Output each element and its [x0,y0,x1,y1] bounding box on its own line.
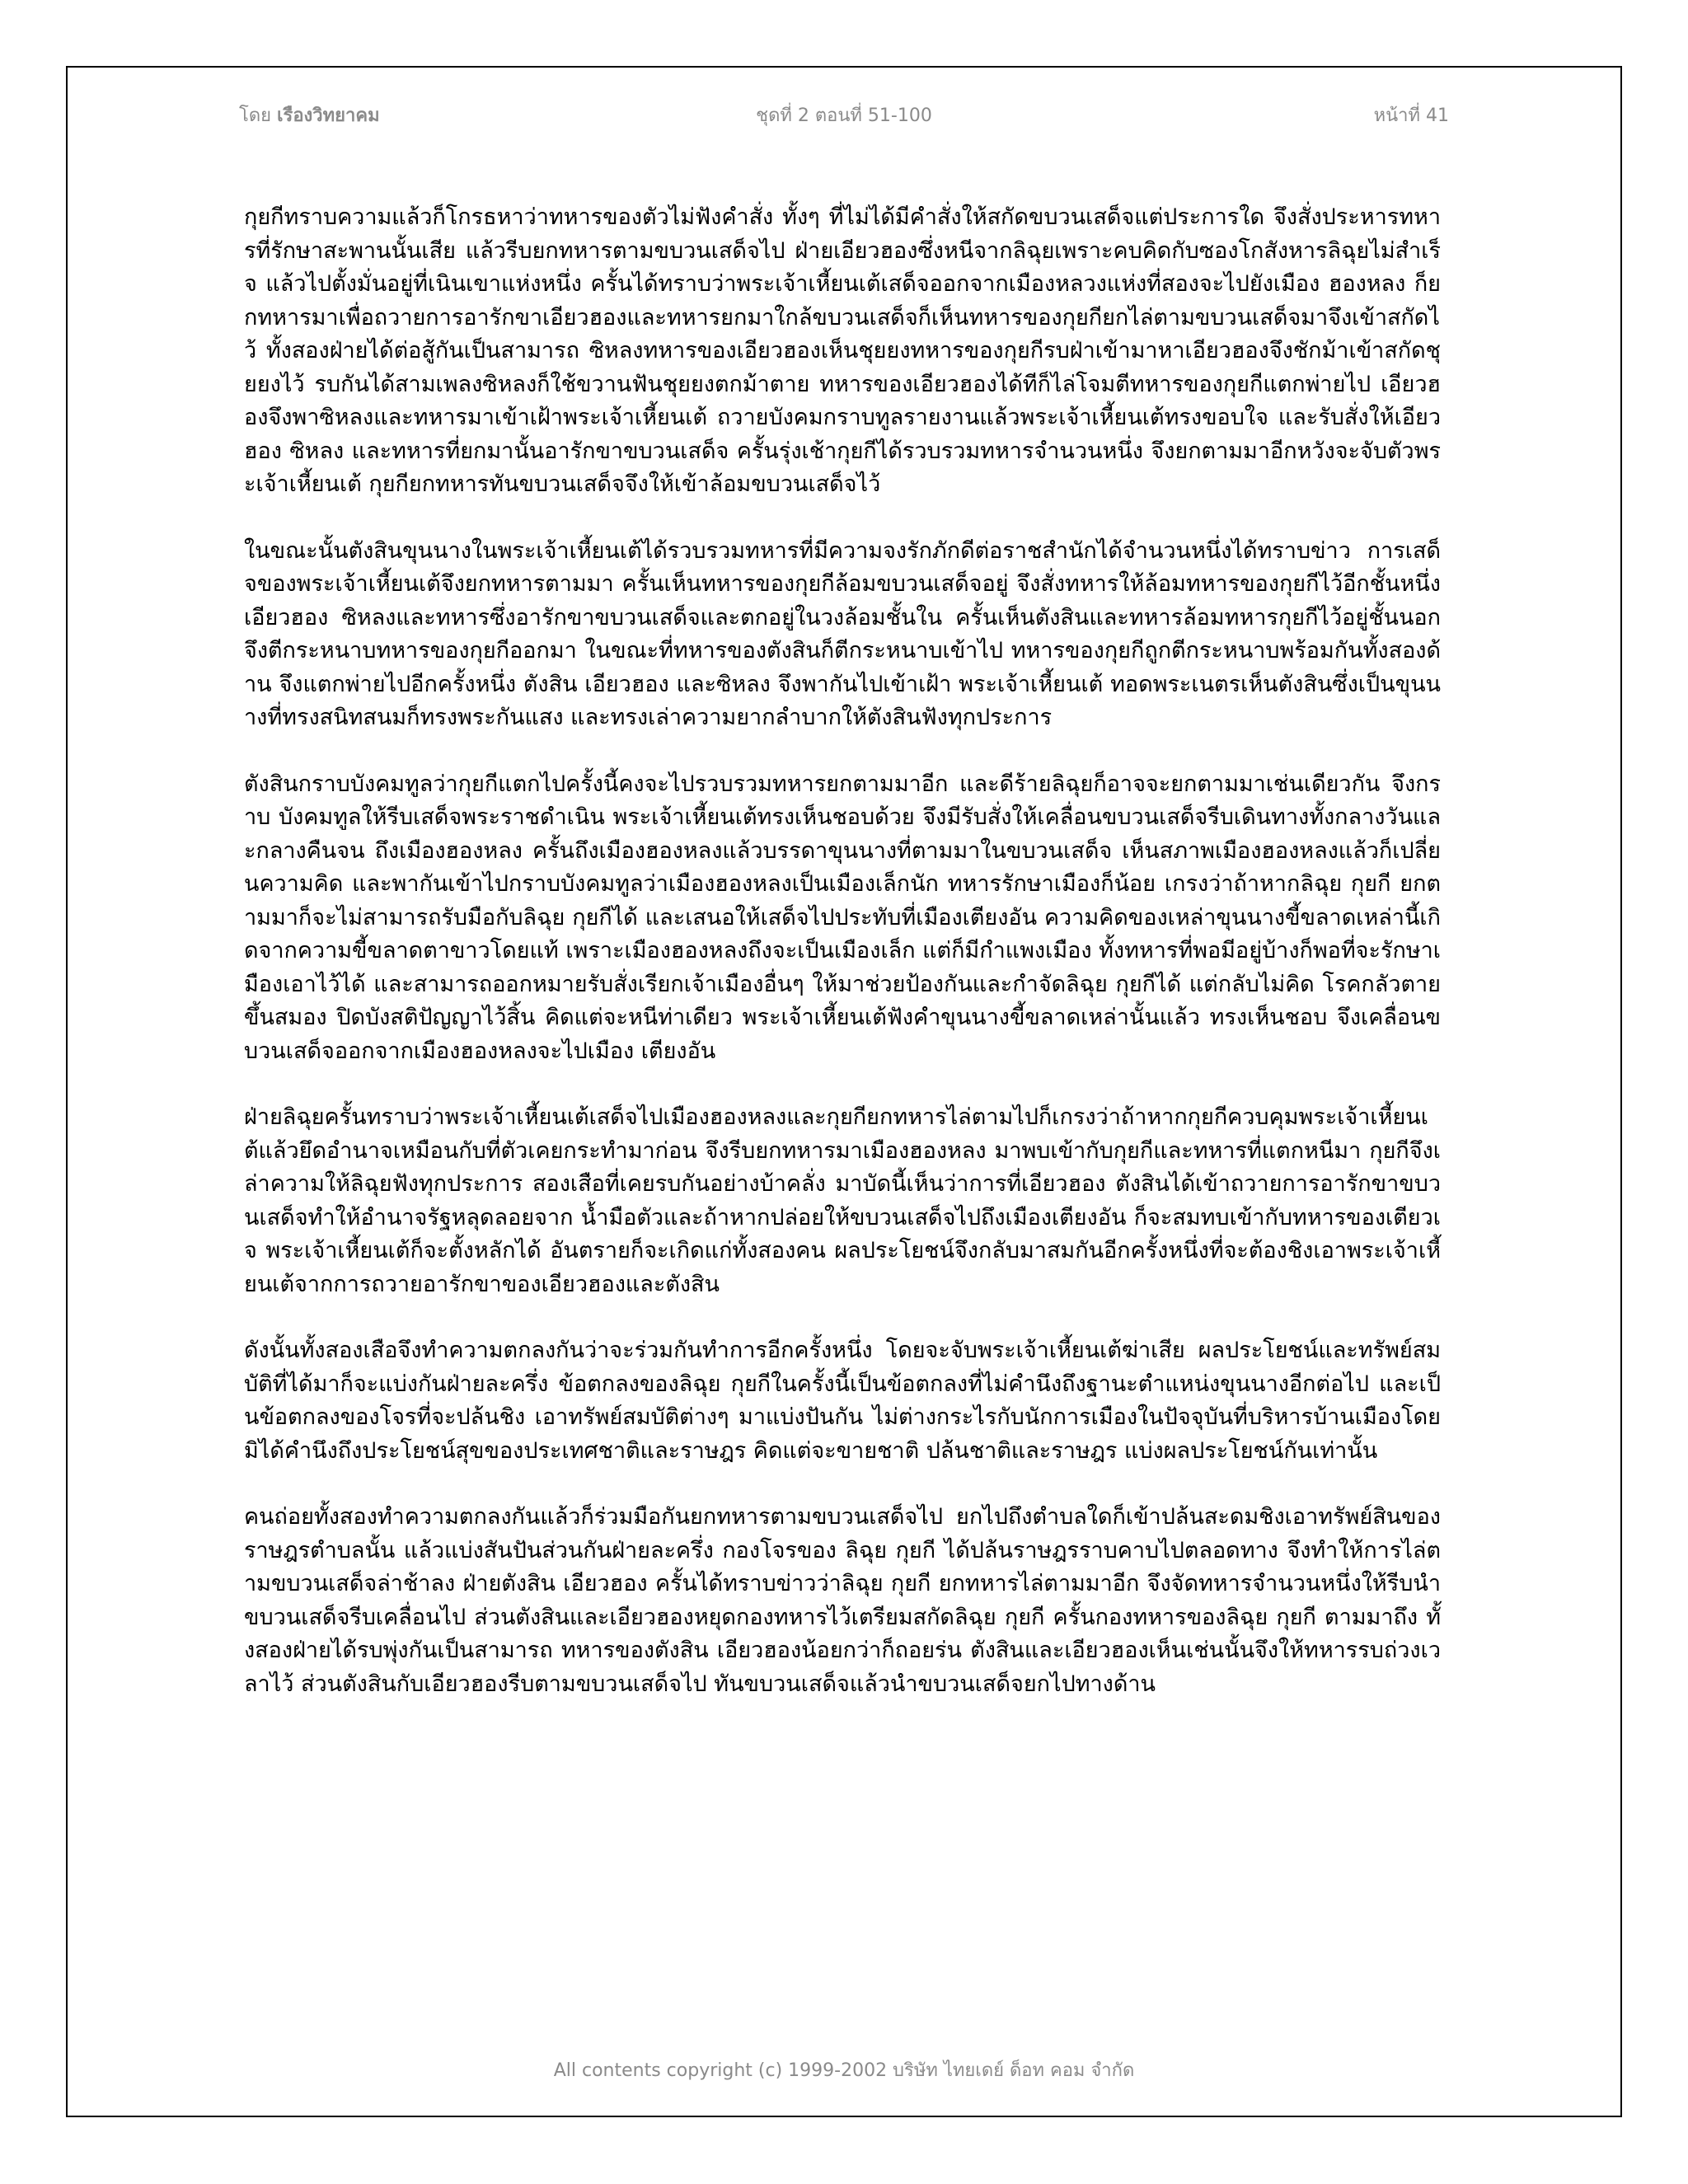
author-name: เรืองวิทยาคม [277,105,380,126]
page-header [239,101,1449,129]
paragraph: ตังสินกราบบังคมทูลว่ากุยกีแตกไปครั้งนี้คงจะไปรวบรวมทหารยกตามมาอีก และดีร้ายลิฉุยก็อาจจะยกตามมาเช่นเดียวกัน จึงกราบ บังคมทูลให้รีบเสด็จพระราชดำเนิน พระเจ้าเหี้ยนเต้ทรงเห็นชอบด้วย จึงมีรับสั่งให้เคลื่อนขบวนเสด็จรีบเดินทางทั้งกลางวันและกลางคืนจน ถึงเมืองฮองหลง ครั้นถึงเมืองฮองหลงแล้วบรรดาขุนนางที่ตามมาในขบวนเสด็จ เห็นสภาพเมืองฮองหลงแล้วก็เปลี่ยนความคิด และพากันเข้าไปกราบบังคมทูลว่าเมืองฮองหลงเป็นเมืองเล็กนัก ทหารรักษาเมืองก็น้อย เกรงว่าถ้าหากลิฉุย กุยกี ยกตามมาก็จะไม่สามารถรับมือกับลิฉุย กุยกีได้ และเสนอให้เสด็จไปประทับที่เมืองเตียงอัน ความคิดของเหล่าขุนนางขี้ขลาดเหล่านี้เกิดจากความขี้ขลาดตาขาวโดยแท้ เพราะเมืองฮองหลงถึงจะเป็นเมืองเล็ก แต่ก็มีกำแพงเมือง ทั้งทหารที่พอมีอยู่บ้างก็พอที่จะรักษาเมืองเอาไว้ได้ และสามารถออกหมายรับสั่งเรียกเจ้าเมืองอื่นๆ ให้มาช่วยป้องกันและกำจัดลิฉุย กุยกีได้ แต่กลับไม่คิด โรคกลัวตายขึ้นสมอง ปิดบังสติปัญญาไว้สิ้น คิดแต่จะหนีท่าเดียว พระเจ้าเหี้ยนเต้ฟังคำขุนนางขี้ขลาดเหล่านั้นแล้ว ทรงเห็นชอบ จึงเคลื่อนขบวนเสด็จออกจากเมืองฮองหลงจะไปเมือง เตียงอัน [244,771,1442,1064]
paragraph: ในขณะนั้นตังสินขุนนางในพระเจ้าเหี้ยนเต้ได้รวบรวมทหารที่มีความจงรักภักดีต่อราชสำนักได้จำนวนหนึ่งได้ทราบข่าว การเสด็จของพระเจ้าเหี้ยนเต้จึงยกทหารตามมา ครั้นเห็นทหารของกุยกีล้อมขบวนเสด็จอยู่ จึงสั่งทหารให้ล้อมทหารของกุยกีไว้อีกชั้นหนึ่ง เอียวฮอง ซิหลงและทหารซึ่งอารักขาขบวนเสด็จและตกอยู่ในวงล้อมชั้นใน ครั้นเห็นตังสินและทหารล้อมทหารกุยกีไว้อยู่ชั้นนอก จึงตีกระหนาบทหารของกุยกีออกมา ในขณะที่ทหารของตังสินก็ตีกระหนาบเข้าไป ทหารของกุยกีถูกตีกระหนาบพร้อมกันทั้งสองด้าน จึงแตกพ่ายไปอีกครั้งหนึ่ง ตังสิน เอียวฮอง และซิหลง จึงพากันไปเข้าเฝ้า พระเจ้าเหี้ยนเต้ ทอดพระเนตรเห็นตังสินซึ่งเป็นขุนนางที่ทรงสนิทสนมก็ทรงพระกันแสง และทรงเล่าความยากลำบากให้ตังสินฟังทุกประการ [244,537,1441,730]
page-number: หน้าที่ 41 [1373,105,1449,126]
copyright-footer: All contents copyright (c) 1999-2002 บริษัท ไทยเดย์ ด็อท คอม จำกัด [553,2060,1135,2081]
article-body [244,201,1441,1734]
paragraph: ดังนั้นทั้งสองเสือจึงทำความตกลงกันว่าจะร่วมกันทำการอีกครั้งหนึ่ง โดยจะจับพระเจ้าเหี้ยนเต้ฆ่าเสีย ผลประโยชน์และทรัพย์สมบัติที่ได้มาก็จะแบ่งกันฝ่ายละครึ่ง ข้อตกลงของลิฉุย กุยกีในครั้งนี้เป็นข้อตกลงที่ไม่คำนึงถึงฐานะตำแหน่งขุนนางอีกต่อไป และเป็นข้อตกลงของโจรที่จะปล้นชิง เอาทรัพย์สมบัติต่างๆ มาแบ่งปันกัน ไม่ต่างกระไรกับนักการเมืองในปัจจุบันที่บริหารบ้านเมืองโดยมิได้คำนึงถึงประโยชน์สุขของประเทศชาติและราษฎร คิดแต่จะขายชาติ ปล้นชาติและราษฎร แบ่งผลประโยชน์กันเท่านั้น [244,1338,1441,1464]
series-label: ชุดที่ 2 ตอนที่ 51-100 [756,105,932,126]
author-prefix: โดย [239,105,271,126]
paragraph: ฝ่ายลิฉุยครั้นทราบว่าพระเจ้าเหี้ยนเต้เสด็จไปเมืองฮองหลงและกุยกียกทหารไล่ตามไปก็เกรงว่าถ้าหากกุยกีควบคุมพระเจ้าเหี้ยนเต้แล้วยึดอำนาจเหมือนกับที่ตัวเคยกระทำมาก่อน จึงรีบยกทหารมาเมืองฮองหลง มาพบเข้ากับกุยกีและทหารที่แตกหนีมา กุยกีจึงเล่าความให้ลิฉุยฟังทุกประการ สองเสือที่เคยรบกันอย่างบ้าคลั่ง มาบัดนี้เห็นว่าการที่เอียวฮอง ตังสินได้เข้าถวายการอารักขาขบวนเสด็จทำให้อำนาจรัฐหลุดลอยจาก น้ำมือตัวและถ้าหากปล่อยให้ขบวนเสด็จไปถึงเมืองเตียงอัน ก็จะสมทบเข้ากับทหารของเตียวเจ พระเจ้าเหี้ยนเต้ก็จะตั้งหลักได้ อันตรายก็จะเกิดแก่ทั้งสองคน ผลประโยชน์จึงกลับมาสมกันอีกครั้งหนึ่งที่จะต้องชิงเอาพระเจ้าเหี้ยนเต้จากการถวายอารักขาของเอียวฮองและตังสิน [244,1104,1441,1297]
paragraph: คนถ่อยทั้งสองทำความตกลงกันแล้วก็ร่วมมือกันยกทหารตามขบวนเสด็จไป ยกไปถึงตำบลใดก็เข้าปล้นสะดมชิงเอาทรัพย์สินของ ราษฎรตำบลนั้น แล้วแบ่งสันปันส่วนกันฝ่ายละครึ่ง กองโจรของ ลิฉุย กุยกี ได้ปล้นราษฎรราบคาบไปตลอดทาง จึงทำให้การไล่ตามขบวนเสด็จล่าช้าลง ฝ่ายตังสิน เอียวฮอง ครั้นได้ทราบข่าวว่าลิฉุย กุยกี ยกทหารไล่ตามมาอีก จึงจัดทหารจำนวนหนึ่งให้รีบนำขบวนเสด็จรีบเคลื่อนไป ส่วนตังสินและเอียวฮองหยุดกองทหารไว้เตรียมสกัดลิฉุย กุยกี ครั้นกองทหารของลิฉุย กุยกี ตามมาถึง ทั้งสองฝ่ายได้รบพุ่งกันเป็นสามารถ ทหารของตังสิน เอียวฮองน้อยกว่าก็ถอยร่น ตังสินและเอียวฮองเห็นเช่นนั้นจึงให้ทหารรบถ่วงเวลาไว้ ส่วนตังสินกับเอียวฮองรีบตามขบวนเสด็จไป ทันขบวนเสด็จแล้วนำขบวนเสด็จยกไปทางด้าน [244,1504,1441,1697]
paragraph: กุยกีทราบความแล้วก็โกรธหาว่าทหารของตัวไม่ฟังคำสั่ง ทั้งๆ ที่ไม่ได้มีคำสั่งให้สกัดขบวนเสด็จแต่ประการใด จึงสั่งประหารทหารที่รักษาสะพานนั้นเสีย แล้วรีบยกทหารตามขบวนเสด็จไป ฝ่ายเอียวฮองซึ่งหนีจากลิฉุยเพราะคบคิดกับซองโกสังหารลิฉุยไม่สำเร็จ แล้วไปตั้งมั่นอยู่ที่เนินเขาแห่งหนึ่ง ครั้นได้ทราบว่าพระเจ้าเหี้ยนเต้เสด็จออกจากเมืองหลวงแห่งที่สองจะไปยังเมือง ฮองหลง ก็ยกทหารมาเพื่อถวายการอารักขาเอียวฮองและทหารยกมาใกล้ขบวนเสด็จก็เห็นทหารของกุยกียกไล่ตามขบวนเสด็จมาจึงเข้าสกัดไว้ ทั้งสองฝ่ายได้ต่อสู้กันเป็นสามารถ ซิหลงทหารของเอียวฮองเห็นชุยยงทหารของกุยกีรบฝ่าเข้ามาหาเอียวฮองจึงชักม้าเข้าสกัดชุยยงไว้ รบกันได้สามเพลงซิหลงก็ใช้ขวานฟันชุยยงตกม้าตาย ทหารของเอียวฮองได้ทีก็ไล่โจมตีทหารของกุยกีแตกพ่ายไป เอียวฮองจึงพาซิหลงและทหารมาเข้าเฝ้าพระเจ้าเหี้ยนเต้ ถวายบังคมกราบทูลรายงานแล้วพระเจ้าเหี้ยนเต้ทรงขอบใจ และรับสั่งให้เอียวฮอง ซิหลง และทหารที่ยกมานั้นอารักขาขบวนเสด็จ ครั้นรุ่งเช้ากุยกีได้รวบรวมทหารจำนวนหนึ่ง จึงยกตามมาอีกหวังจะจับตัวพระเจ้าเหี้ยนเต้ กุยกียกทหารทันขบวนเสด็จจึงให้เข้าล้อมขบวนเสด็จไว้ [244,204,1441,497]
